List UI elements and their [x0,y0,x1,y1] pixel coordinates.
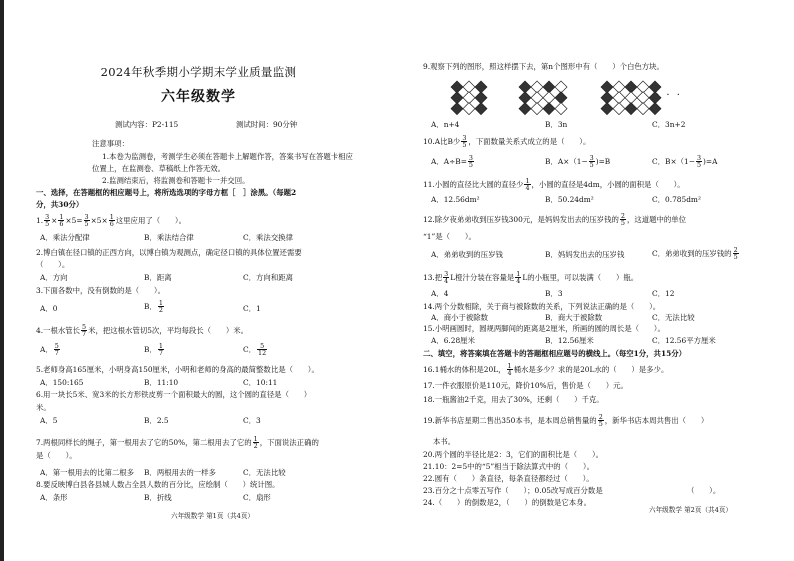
q4-option-b: B． $\frac{1}{7}$ [144,342,163,358]
question-6: 6.用一块长5米、宽3米的长方形铁皮剪一个面积最大的圆，这个圆的直径是（ ） [36,390,312,399]
white-square [625,92,637,104]
question-18: 18.一瓶酱油2千克，用去了30%，还剩（ ）千克。 [423,395,604,404]
q2-option-a: A．方向 [40,273,68,282]
question-12: 12.除夕夜弟弟收到压岁钱300元，是妈妈发出去的压岁钱的 $\frac{2}{5}$ ，这道题中的单位 [423,212,687,228]
q1-option-a: A．乘法分配律 [40,233,90,242]
dark-square [555,92,567,104]
dark-square [475,103,487,115]
q8-option-a: A．条形 [40,493,68,502]
notes-title: 注意事项： [92,139,129,148]
q9-option-c: C．3n+2 [652,120,686,129]
question-15: 15.小明画圆时，圆规两脚间的距离是2厘米，所画的圆的周长是（ ）。 [423,324,665,333]
q7-option-c: C．无法比较 [243,468,286,477]
q5-option-a: A．150:165 [40,378,84,387]
question-22: 22.圆有（ ）条直径，每条直径都经过（ ）。 [423,474,594,483]
dark-square [625,103,637,115]
white-square [555,81,567,93]
q8-option-c: C．扇形 [243,493,271,502]
pattern-figures [439,79,729,119]
q10-option-c: C．B×（1− $\frac{3}{5}$ )=A [652,154,718,170]
dark-square [543,103,555,115]
dark-square [475,81,487,93]
question-17: 17.一件衣服原价是110元，降价10%后，售价是（ ）元。 [423,381,628,390]
dark-square [519,92,531,104]
question-16: 16.1桶水的体积是20L， $\frac{1}{4}$ 桶水是多少？求的是20L水的（ ）是多少。 [423,362,669,378]
dark-square [601,92,613,104]
q2-option-c: C．方向和距离 [243,273,293,282]
dark-square [451,92,463,104]
test-content: 测试内容：P2-115 [115,120,179,129]
question-10: 10.A比B少 $\frac{3}{5}$ ，下面数量关系式成立的是（ ）。 [423,134,591,150]
question-2-cont: （ ）。 [36,260,70,269]
question-12-cont: “1”是（ ）。 [423,232,476,241]
dark-square [649,103,661,115]
question-23-cont: （ ）。 [687,486,721,495]
dark-square [451,81,463,93]
q6-option-c: C．3 [243,416,261,425]
white-square [531,92,543,104]
dark-square [601,103,613,115]
q15-option-b: B．12.56厘米 [545,336,594,345]
q8-option-b: B．折线 [144,493,172,502]
pattern-figure-3 [601,81,661,115]
q5-option-b: B．11:10 [144,378,179,387]
dark-square [625,81,637,93]
exam-subject: 六年级数学 [161,89,236,105]
page-footer: 六年级数学 第1页（共4页） [171,512,255,520]
dark-square [519,81,531,93]
question-2: 2.博白镇在径口镇的正西方向，以博白镇为观测点，确定径口镇的具体位置还需要 [36,248,302,257]
q15-option-c: C．12.56平方厘米 [652,336,716,345]
q15-option-a: A．6.28厘米 [431,336,475,345]
test-time: 测试时间：90分钟 [236,120,298,129]
page-2 [397,0,794,561]
white-square [637,103,649,115]
q6-option-a: A．5 [40,416,58,425]
dark-square [519,103,531,115]
white-square [613,103,625,115]
white-square [531,103,543,115]
q14-option-c: C．无法比较 [652,313,695,322]
question-5: 5.老师身高165厘米，小明身高150厘米，小明和老师的身高的最简整数比是（ ）。 [36,365,319,374]
question-19-cont: 本书。 [433,437,456,446]
q2-option-b: B．距离 [144,273,172,282]
pattern-figure-2 [519,81,567,115]
q14-option-a: A．商小于被除数 [431,313,489,322]
dark-square [451,103,463,115]
pattern-figure-1 [451,81,487,115]
question-11: 11.小圆的直径比大圆的直径少 $\frac{1}{4}$ ，小圆的直径是4dm，小圆的面积是（ ）。 [423,177,685,193]
note-2: 2.监测结束后，将监测卷和答题卡一并交回。 [102,176,250,185]
section-1-heading-cont: 分，共30分） [36,200,84,209]
white-square [555,103,567,115]
white-square [463,81,475,93]
question-7: 7.两根同样长的绳子，第一根用去了它的50%，第二根用去了它的 $\frac{1}{2}$ ，下面说法正确的 [36,435,319,451]
section-2-heading: 二、填空，将答案填在答题卡的答题框相应题号的横线上。（每空1分，共15分） [423,349,687,358]
white-square [637,92,649,104]
q9-option-b: B．3n [545,120,568,129]
q10-option-b: B．A×（1− $\frac{3}{5}$ )=B [545,154,611,170]
q10-option-a: A．A÷B= $\frac{3}{5}$ [431,154,473,170]
dark-square [475,92,487,104]
question-21: 21.10：2=5中的“5”相当于除法算式中的（ ）。 [423,462,594,471]
q12-option-c: C．弟弟收到的压岁钱的 $\frac{2}{5}$ [652,246,738,262]
q12-option-a: A．弟弟收到的压岁钱 [431,250,503,259]
q3-option-b: B． $\frac{1}{2}$ [144,299,163,315]
q3-option-a: A．0 [40,304,58,313]
q1-option-c: C．乘法交换律 [243,233,293,242]
question-24: 24.（ ）的倒数是2，（ ）的倒数是它本身。 [423,498,591,507]
note-1b: 位置上，在监测卷、草稿纸上作答无效。 [92,164,226,173]
ellipsis: · · · [656,90,682,101]
q5-option-c: C．10:11 [243,378,278,387]
q4-option-a: A． $\frac{5}{7}$ [40,342,59,358]
question-6-cont: 米。 [36,403,51,412]
dark-square [543,81,555,93]
white-square [463,92,475,104]
dark-square [601,81,613,93]
q13-option-b: B．3 [545,289,563,298]
q11-option-b: B．50.24dm² [545,195,594,204]
white-square [531,81,543,93]
q13-option-c: C．12 [652,289,675,298]
question-1: 1. $\frac{3}{5}$ × $\frac{1}{6}$ ×5= $\frac{3}{5}$ ×5× $\frac{1}{6}$ 这里应用了（ ）。 [36,213,186,229]
question-3: 3.下面各数中，没有倒数的是（ ）。 [36,286,165,295]
white-square [613,92,625,104]
q1-option-b: B．乘法结合律 [144,233,194,242]
question-9: 9.观察下列的图形，照这样摆下去，第n个图形中有（ ）个白色方块。 [423,62,664,71]
section-1-heading: 一、选择，在答题框的相应题号上，将所选选项的字母方框［ ］涂黑。（每题2 [36,188,297,197]
note-1a: 1.本卷为监测卷，考测学生必须在答题卡上解题作答，答案书写在答题卡相应 [102,152,353,161]
q3-option-c: C．1 [243,304,261,313]
q9-option-a: A．n+4 [431,120,460,129]
white-square [637,81,649,93]
white-square [463,103,475,115]
q6-option-b: B．2.5 [144,416,169,425]
page-footer: 六年级数学 第2页（共4页） [649,506,733,514]
question-7-cont: 是（ ）。 [36,451,77,460]
q12-option-b: B．妈妈发出去的压岁钱 [545,250,625,259]
q7-option-a: A．第一根用去的比第二根多 [40,468,135,477]
white-square [613,81,625,93]
question-8: 8.要反映博白县各县城人数占全县人数的百分比，应绘制（ ）统计图。 [36,480,280,489]
q4-option-c: C． $\frac{5}{12}$ [243,342,267,358]
question-4: 4.一根水管长 $\frac{5}{7}$ 米，把这根水管切5次，平均每段长（ ）米。 [36,323,249,339]
q11-option-c: C．0.785dm² [652,195,701,204]
question-23: 23.百分之十点零五写作（ ）；0.05改写成百分数是 [423,486,603,495]
question-14: 14.两个分数相除，关于商与被除数的关系，下列说法正确的是（ ）。 [423,302,661,311]
question-20: 20.两个圆的半径比是2：3，它们的面积比是（ ）。 [423,450,604,459]
q14-option-b: B．商大于被除数 [545,313,603,322]
q11-option-a: A．12.56dm² [431,195,480,204]
question-13: 13.把 $\frac{3}{4}$ L橙汁分装在容量是 $\frac{1}{4}$ L的小瓶里，可以装满（ ）瓶。 [423,270,639,286]
exam-title: 2024年秋季期小学期末学业质量监测 [100,65,297,79]
q7-option-b: B．两根用去的一样多 [144,468,216,477]
q13-option-a: A．4 [431,289,449,298]
question-19: 19.新华书店星期二售出350本书，是本周总销售量的 $\frac{2}{5}$ ，新华书店本周共售出（ ） [423,413,709,429]
white-square [543,92,555,104]
